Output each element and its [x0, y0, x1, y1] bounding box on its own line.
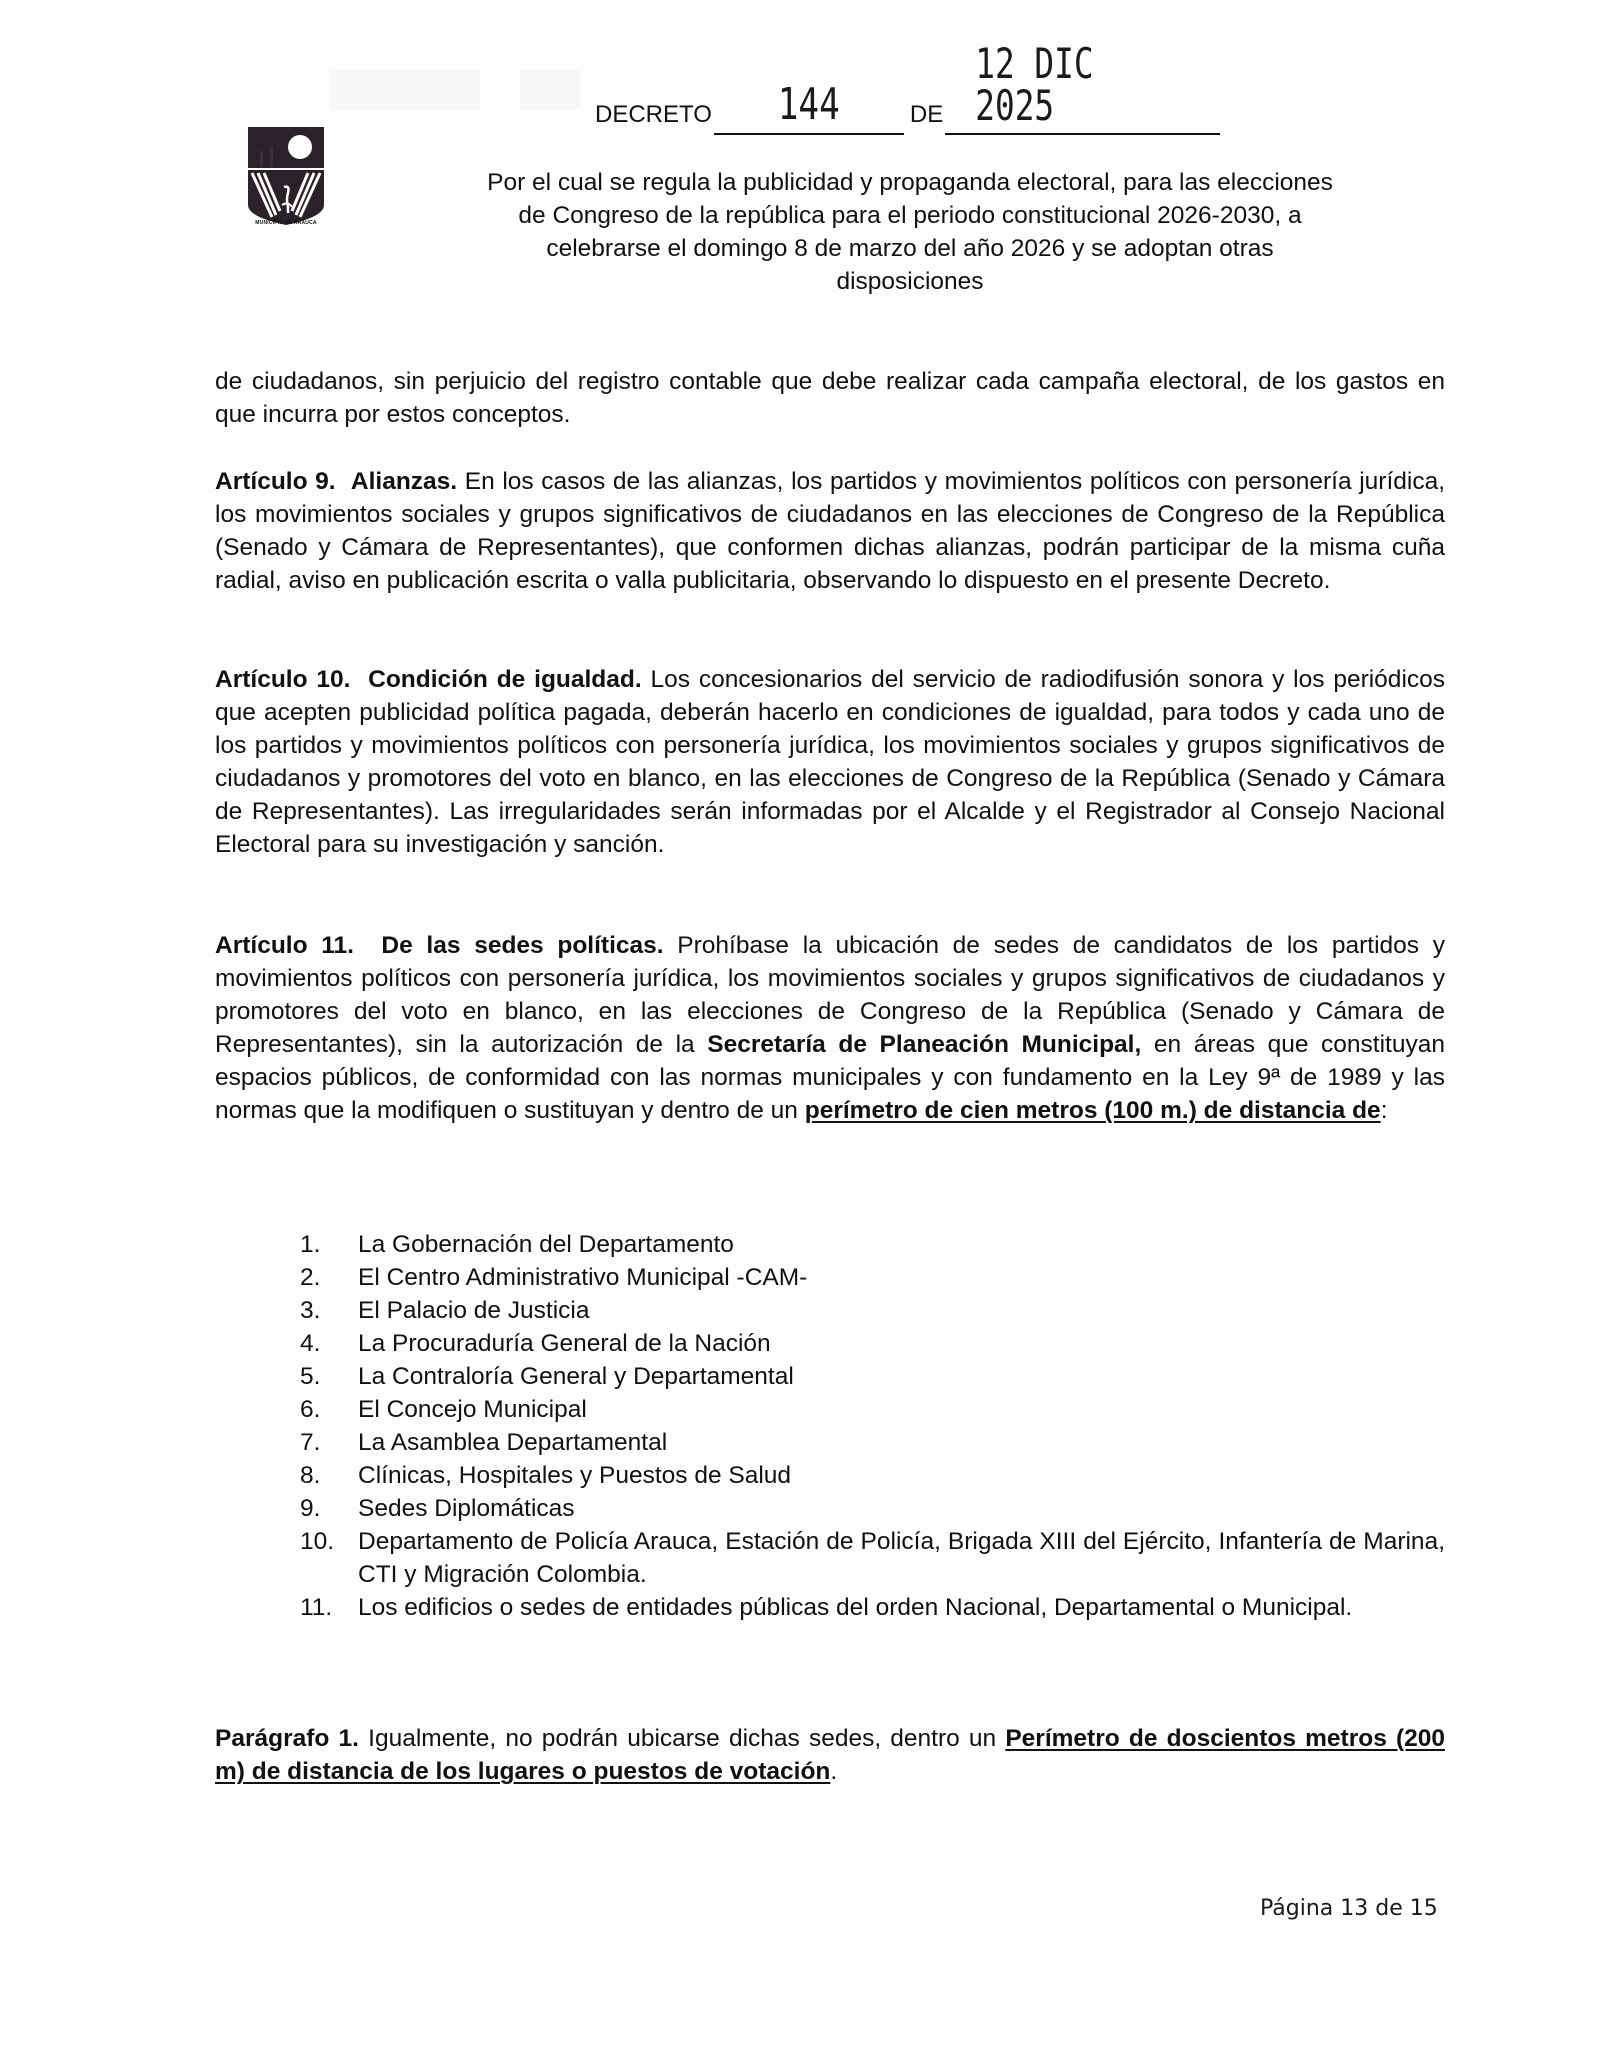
list-item-text: La Procuraduría General de la Nación: [358, 1330, 771, 1357]
list-item: [300, 1327, 1445, 1360]
decree-number-field: [714, 61, 904, 135]
title-line: disposiciones: [836, 268, 984, 295]
list-item: [300, 1492, 1445, 1525]
list-item-number: 1.: [300, 1231, 321, 1258]
article-11-text-a: Prohíbase la ubicación de sedes de candidatos de los partidos y movimientos políticos con personería jurídica, los movimientos sociales y grupos significativos de ciudadanos y promotores del voto en blanco, en las elecciones de Congreso de la República (Senado y Cámara de Representantes), sin la autorización de la: [215, 932, 1445, 1058]
list-item: [300, 1393, 1445, 1426]
article-11-perimeter: perímetro de cien metros (100 m.) de distancia de: [804, 1097, 1381, 1124]
list-item-text: La Asamblea Departamental: [358, 1429, 668, 1456]
list-item: [300, 1525, 1445, 1591]
list-item-number: 8.: [300, 1462, 321, 1489]
logo-caption: MUNICIPIO DE ARAUCA: [255, 220, 317, 226]
article-9: [215, 465, 1445, 597]
list-item: [300, 1459, 1445, 1492]
list-item-number: 7.: [300, 1429, 321, 1456]
list-item-text: El Centro Administrativo Municipal -CAM-: [358, 1264, 808, 1291]
restricted-locations-list: [300, 1228, 1445, 1624]
article-11-heading: Artículo 11.: [215, 932, 354, 959]
list-item-number: 4.: [300, 1330, 321, 1357]
list-item: [300, 1360, 1445, 1393]
list-item-number: 6.: [300, 1396, 321, 1423]
title-line: Por el cual se regula la publicidad y propaganda electoral, para las elecciones: [487, 169, 1333, 196]
scan-artifact: [520, 70, 580, 110]
article-9-text: En los casos de las alianzas, los partidos y movimientos políticos con personería jurídica, los movimientos sociales y grupos significativos de ciudadanos en las elecciones de Congreso de la República (Senado y Cámara de Representantes), que conformen dichas alianzas, podrán participar de la misma cuña radial, aviso en publicación escrita o valla publicitaria, observando lo dispuesto en el presente Decreto.: [215, 468, 1446, 594]
decree-date-field: [945, 39, 1220, 135]
list-item-text: El Concejo Municipal: [358, 1396, 587, 1423]
paragraph-1-text: Igualmente, no podrán ubicarse dichas sedes, dentro un: [368, 1725, 997, 1752]
list-item-number: 3.: [300, 1297, 321, 1324]
list-item-text: Los edificios o sedes de entidades públicas del orden Nacional, Departamental o Municipal.: [358, 1594, 1353, 1621]
list-item-number: 2.: [300, 1264, 321, 1291]
list-item-number: 11.: [300, 1594, 333, 1621]
de-label: DE: [909, 101, 944, 128]
article-9-heading: Artículo 9.: [215, 468, 336, 495]
article-10-title: Condición de igualdad.: [368, 666, 642, 693]
title-line: de Congreso de la república para el periodo constitucional 2026-2030, a: [518, 202, 1302, 229]
scan-artifact: [330, 70, 480, 110]
list-item-text: La Contraloría General y Departamental: [358, 1363, 794, 1390]
list-item: [300, 1228, 1445, 1261]
article-11-title: De las sedes políticas.: [381, 932, 664, 959]
decree-label: DECRETO: [595, 101, 712, 128]
list-item: [300, 1591, 1445, 1624]
decree-header: [595, 39, 1255, 135]
list-item: [300, 1261, 1445, 1294]
article-9-title: Alianzas.: [350, 468, 458, 495]
paragraph-1-perimeter: Perímetro de doscientos metros (200 m) de distancia de los lugares o puestos de votación: [215, 1725, 1446, 1785]
article-11-trailing: :: [1380, 1097, 1388, 1124]
article-10-heading: Artículo 10.: [215, 666, 351, 693]
list-item: [300, 1426, 1445, 1459]
paragraph-1: [215, 1722, 1445, 1788]
decree-date-stamp: 12 DIC 2025: [975, 39, 1094, 130]
article-10: [215, 663, 1445, 861]
article-11-entity: Secretaría de Planeación Municipal,: [707, 1031, 1142, 1058]
list-item-text: La Gobernación del Departamento: [358, 1231, 734, 1258]
decree-title: [400, 166, 1420, 298]
continuation-paragraph: de ciudadanos, sin perjuicio del registro contable que debe realizar cada campaña electoral, de los gastos en que incurra por estos conceptos.: [215, 368, 1445, 428]
decree-number-stamp: 144: [777, 79, 840, 130]
municipal-shield-logo-icon: [246, 125, 326, 227]
paragraph-1-trailing: .: [830, 1758, 838, 1785]
list-item-number: 10.: [300, 1528, 335, 1555]
list-item-text: El Palacio de Justicia: [358, 1297, 590, 1324]
list-item-text: Departamento de Policía Arauca, Estación de Policía, Brigada XIII del Ejército, Infantería de Marina, CTI y Migración Colombia.: [358, 1528, 1445, 1588]
page-number: Página 13 de 15: [1260, 1896, 1438, 1921]
title-line: celebrarse el domingo 8 de marzo del año 2026 y se adoptan otras: [546, 235, 1274, 262]
list-item-number: 5.: [300, 1363, 321, 1390]
article-11-text-b: en áreas que constituyan espacios públicos, de conformidad con las normas municipales y con fundamento en la Ley 9ª de 1989 y las normas que la modifiquen o sustituyan y dentro de un: [215, 1031, 1445, 1124]
article-11: [215, 929, 1445, 1127]
list-item-text: Clínicas, Hospitales y Puestos de Salud: [358, 1462, 792, 1489]
paragraph-1-heading: Parágrafo 1.: [215, 1725, 359, 1752]
article-10-text: Los concesionarios del servicio de radiodifusión sonora y los periódicos que acepten publicidad política pagada, deberán hacerlo en condiciones de igualdad, para todos y cada uno de los partidos y movimientos políticos con personería jurídica, los movimientos sociales y grupos significativos de ciudadanos y promotores del voto en blanco, en las elecciones de Congreso de la República (Senado y Cámara de Representantes). Las irregularidades serán informadas por el Alcalde y el Registrador al Consejo Nacional Electoral para su investigación y sanción.: [215, 666, 1446, 858]
list-item: [300, 1294, 1445, 1327]
list-item-text: Sedes Diplomáticas: [358, 1495, 575, 1522]
list-item-number: 9.: [300, 1495, 321, 1522]
